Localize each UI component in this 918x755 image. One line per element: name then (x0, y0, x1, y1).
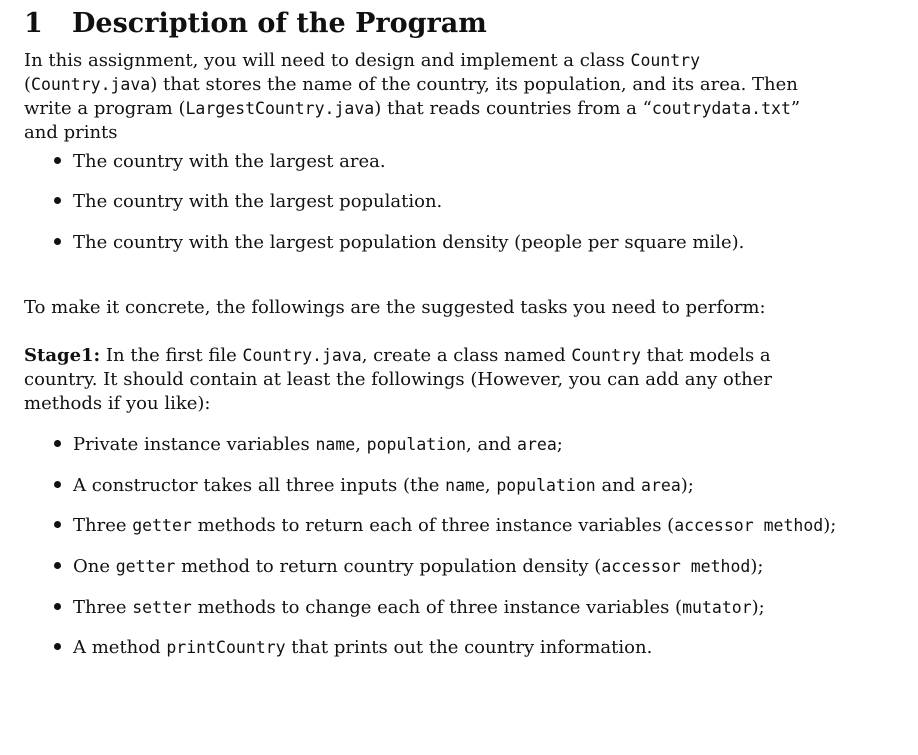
stage-label: Stage1: (24, 345, 101, 366)
list-item (54, 433, 563, 457)
bullet-icon (54, 197, 61, 204)
code-term: getter (132, 516, 192, 535)
task-text: Three (73, 515, 133, 536)
task-text: method to return country population density ( (175, 556, 602, 577)
file-name-code: Country.java (31, 75, 151, 94)
intro-text: ) that stores the name of the country, its population, and its area. Then write a program ( (24, 74, 798, 119)
bullet-icon (54, 603, 61, 610)
task-text: Three (73, 597, 133, 618)
code-term: printCountry (166, 638, 286, 657)
code-term: accessor method (674, 516, 824, 535)
task-text: , (484, 475, 497, 496)
task-text: that prints out the country information. (285, 637, 653, 658)
task-text: ); (751, 597, 765, 618)
file-name-code: LargestCountry.java (185, 99, 375, 118)
stage-text: that models a country. It should contain at least the followings (However, you can add any other methods if you like): (24, 345, 772, 414)
code-term: area (517, 435, 557, 454)
data-file-code: coutrydata.txt (651, 99, 791, 118)
code-term: population (496, 476, 596, 495)
bullet-icon (54, 643, 61, 650)
stage-text: In the first file (100, 345, 243, 366)
intro-paragraph (24, 49, 814, 145)
list-item (54, 474, 694, 498)
list-item-text: The country with the largest area. (73, 151, 386, 172)
task-text: ); (680, 475, 694, 496)
class-name-code: Country (571, 346, 641, 365)
section-heading (24, 8, 487, 39)
intro-text: In this assignment, you will need to design and implement a class (24, 50, 631, 71)
bullet-icon (54, 157, 61, 164)
task-text: A constructor takes all three inputs (the (73, 475, 446, 496)
stage-text: , create a class named (361, 345, 572, 366)
list-item-text: The country with the largest population. (73, 191, 443, 212)
code-term: accessor method (601, 557, 751, 576)
list-item (54, 596, 765, 620)
list-item (54, 190, 442, 214)
bullet-icon (54, 521, 61, 528)
bullet-icon (54, 562, 61, 569)
task-text: One (73, 556, 116, 577)
task-text: ; (556, 434, 563, 455)
task-text: A method (73, 637, 167, 658)
list-item-text: The country with the largest population density (people per square mile). (73, 232, 745, 253)
task-text: , and (466, 434, 518, 455)
code-term: population (366, 435, 467, 454)
code-term: mutator (682, 598, 752, 617)
code-term: name (445, 476, 485, 495)
bullet-icon (54, 481, 61, 488)
task-text: ); (823, 515, 837, 536)
list-item (54, 636, 652, 660)
code-term: setter (132, 598, 192, 617)
list-item (54, 150, 386, 174)
class-name-code: Country (630, 51, 701, 70)
stage1-paragraph (24, 344, 814, 416)
task-text: Private instance variables (73, 434, 316, 455)
task-text: methods to change each of three instance variables ( (191, 597, 683, 618)
bullet-icon (54, 238, 61, 245)
section-title: Description of the Program (72, 8, 487, 39)
list-item (54, 514, 836, 538)
section-number: 1 (24, 8, 43, 39)
list-item (54, 231, 744, 255)
task-text: and (595, 475, 642, 496)
list-item (54, 555, 763, 579)
concrete-paragraph: To make it concrete, the followings are the suggested tasks you need to perform: (24, 297, 766, 318)
code-term: area (641, 476, 681, 495)
intro-text: ” and prints (24, 98, 801, 143)
code-term: getter (115, 557, 176, 576)
bullet-icon (54, 440, 61, 447)
code-term: name (315, 435, 356, 454)
task-text: methods to return each of three instance variables ( (191, 515, 675, 536)
file-name-code: Country.java (242, 346, 362, 365)
task-text: , (355, 434, 367, 455)
intro-text: ( (24, 74, 32, 95)
task-text: ); (750, 556, 764, 577)
intro-text: ) that reads countries from a “ (374, 98, 652, 119)
